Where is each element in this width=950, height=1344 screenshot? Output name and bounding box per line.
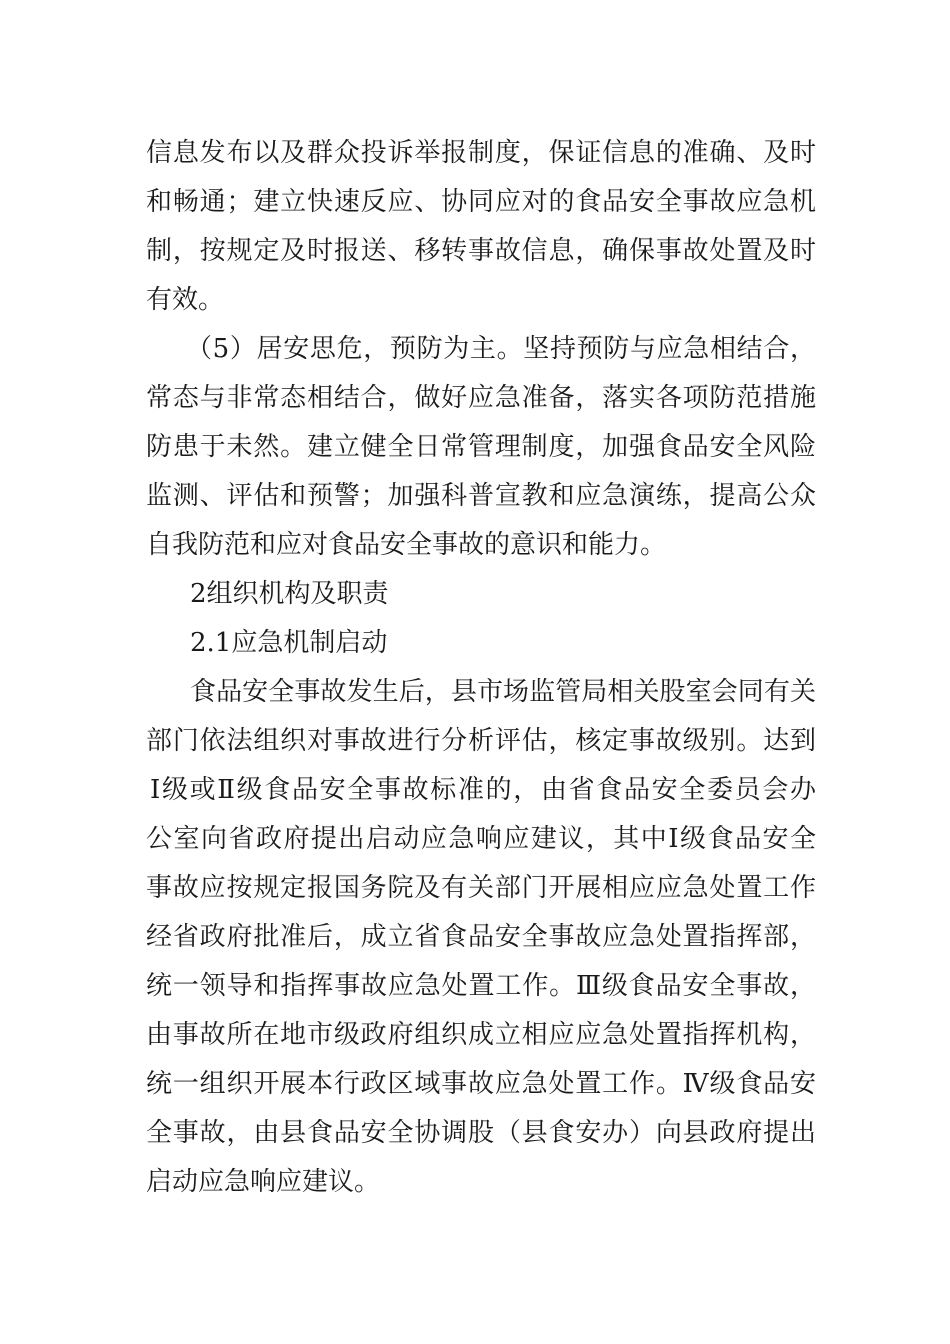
paragraph-line-4: 有效。 <box>146 285 225 315</box>
paragraph-line-1: 信息发布以及群众投诉举报制度，保证信息的准确、及时 <box>146 138 816 168</box>
body-line-5: 事故应按规定报国务院及有关部门开展相应应急处置工作 <box>146 873 816 903</box>
body-line-6: 经省政府批准后，成立省食品安全事故应急处置指挥部， <box>146 922 816 952</box>
paragraph-line-3: 制，按规定及时报送、移转事故信息，确保事故处置及时 <box>146 236 816 266</box>
body-line-10: 全事故，由县食品安全协调股（县食安办）向县政府提出 <box>146 1118 816 1148</box>
paragraph-5-line-4: 监测、评估和预警；加强科普宣教和应急演练，提高公众 <box>146 481 816 511</box>
body-line-8: 由事故所在地市级政府组织成立相应应急处置指挥机构， <box>146 1020 816 1050</box>
paragraph-line-2: 和畅通；建立快速反应、协同应对的食品安全事故应急机 <box>146 187 816 217</box>
paragraph-5-line-5: 自我防范和应对食品安全事故的意识和能力。 <box>146 530 667 560</box>
body-line-3: Ⅰ级或Ⅱ级食品安全事故标准的，由省食品安全委员会办 <box>150 775 816 805</box>
body-line-9: 统一组织开展本行政区域事故应急处置工作。Ⅳ级食品安 <box>146 1069 816 1099</box>
body-line-2: 部门依法组织对事故进行分析评估，核定事故级别。达到 <box>146 726 816 756</box>
body-line-7: 统一领导和指挥事故应急处置工作。Ⅲ级食品安全事故， <box>146 971 816 1001</box>
body-line-4: 公室向省政府提出启动应急响应建议，其中Ⅰ级食品安全 <box>146 824 816 854</box>
paragraph-5-line-1: （5）居安思危，预防为主。坚持预防与应急相结合， <box>186 334 816 364</box>
paragraph-5-line-2: 常态与非常态相结合，做好应急准备，落实各项防范措施 <box>146 383 816 413</box>
body-line-1: 食品安全事故发生后，县市场监管局相关股室会同有关 <box>190 677 816 707</box>
body-line-11: 启动应急响应建议。 <box>146 1167 381 1197</box>
paragraph-5-line-3: 防患于未然。建立健全日常管理制度，加强食品安全风险 <box>146 432 816 462</box>
subsection-heading: 2.1应急机制启动 <box>190 628 388 658</box>
section-heading: 2组织机构及职责 <box>190 579 389 609</box>
